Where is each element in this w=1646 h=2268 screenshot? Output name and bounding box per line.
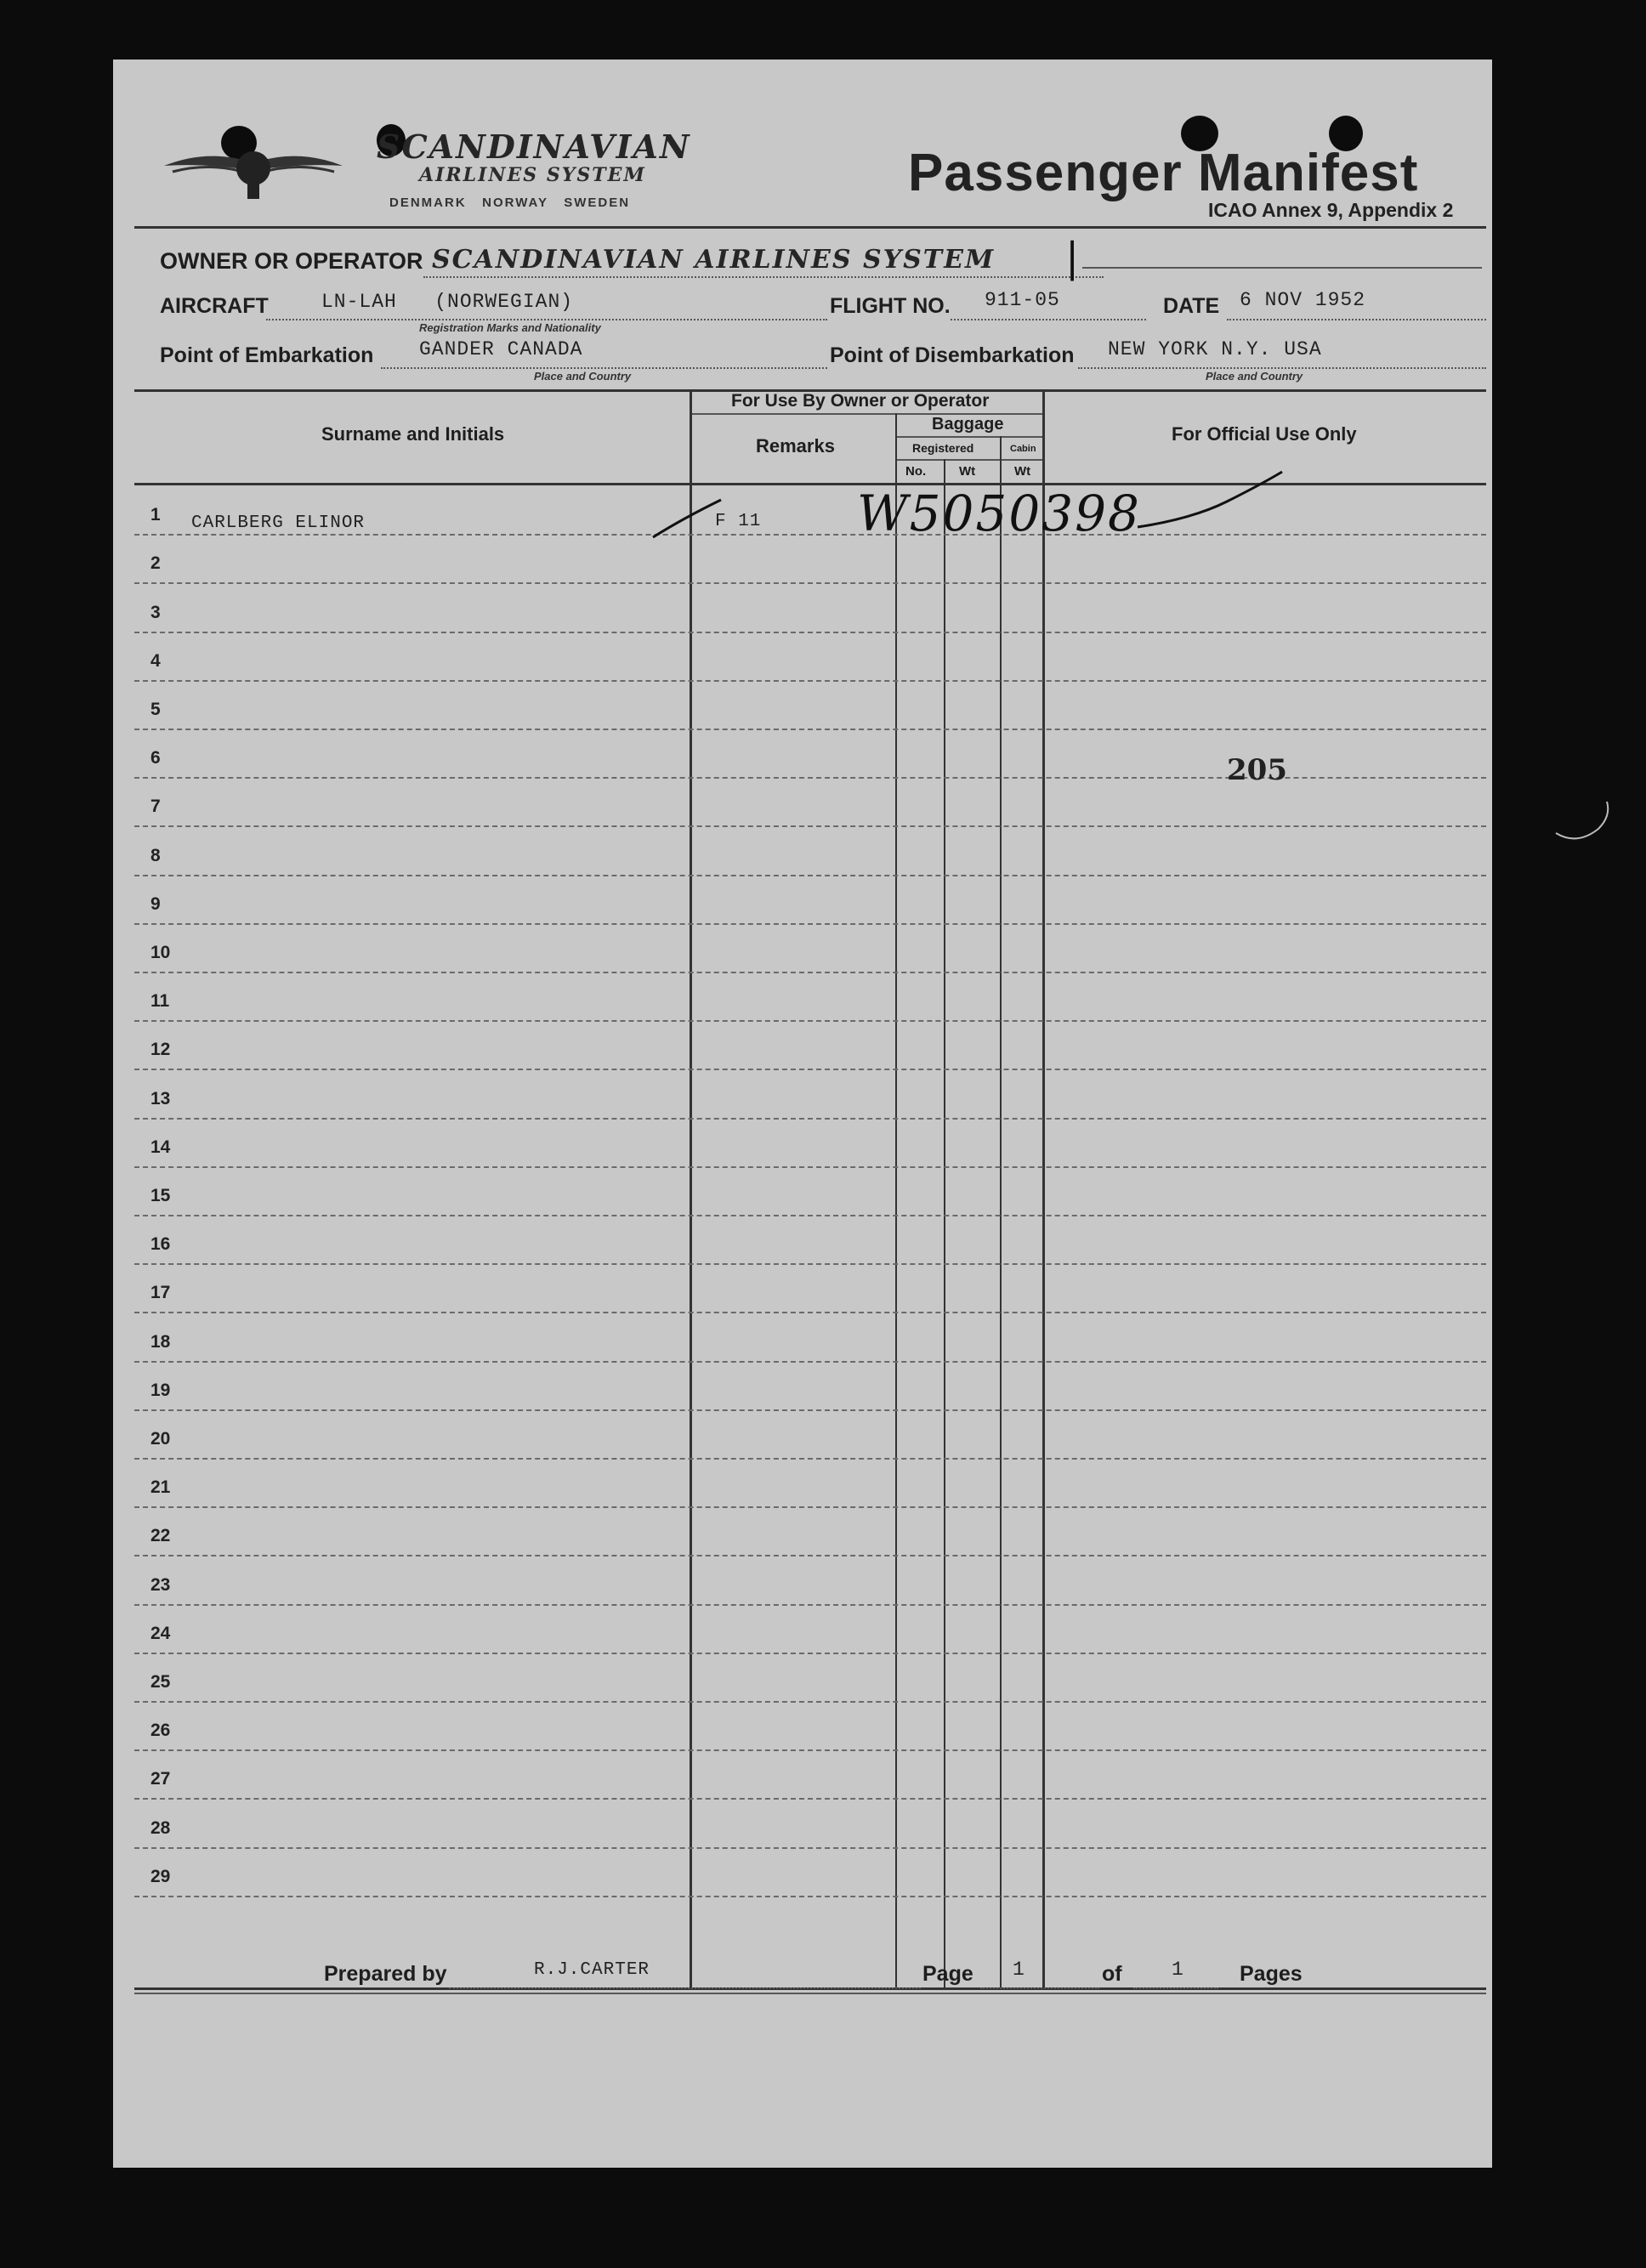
row-number: 7: [150, 797, 161, 817]
table-row: [134, 1847, 1486, 1849]
table-row: [134, 1215, 1486, 1216]
passenger-remarks: F 11: [715, 512, 762, 531]
airline-subtitle: AIRLINES SYSTEM: [419, 164, 646, 186]
row-number: 6: [150, 748, 161, 768]
table-row: [134, 680, 1486, 682]
disembark-value: NEW YORK N.Y. USA: [1108, 338, 1322, 360]
col-header-surname: Surname and Initials: [321, 423, 505, 445]
table-row: [134, 632, 1486, 633]
row-number: 11: [150, 991, 170, 1012]
prepared-label: Prepared by: [324, 1962, 447, 1986]
col-header-no: No.: [905, 464, 927, 479]
owner-label: OWNER OR OPERATOR: [160, 248, 423, 274]
table-row: [134, 1749, 1486, 1751]
row-number: 21: [150, 1477, 171, 1498]
form-reference: ICAO Annex 9, Appendix 2: [1208, 199, 1454, 221]
date-value: 6 NOV 1952: [1240, 289, 1366, 311]
passenger-name: CARLBERG ELINOR: [191, 513, 366, 533]
col-divider-remarks: [895, 413, 897, 1989]
row-number: 18: [150, 1331, 171, 1352]
prepared-value: R.J.CARTER: [534, 1960, 650, 1980]
table-row: [134, 1409, 1486, 1411]
col-header-owner-group: For Use By Owner or Operator: [731, 391, 990, 411]
row-number: 2: [150, 553, 161, 574]
page-label: Page: [922, 1962, 973, 1986]
aircraft-value: LN-LAH (NORWEGIAN): [321, 291, 574, 313]
embark-caption: Place and Country: [534, 370, 632, 383]
embark-value: GANDER CANADA: [419, 338, 583, 360]
date-label: DATE: [1163, 294, 1220, 318]
row-number: 28: [150, 1817, 171, 1838]
row-number: 5: [150, 700, 161, 719]
flight-line: [951, 319, 1146, 320]
col-header-remarks: Remarks: [756, 435, 835, 456]
official-number: 205: [1227, 753, 1287, 787]
table-row: [134, 825, 1486, 827]
col-divider-no: [944, 459, 945, 1989]
table-row: [134, 1604, 1486, 1606]
owner-value: SCANDINAVIAN AIRLINES SYSTEM: [432, 245, 996, 275]
disembark-label: Point of Disembarkation: [830, 343, 1075, 367]
row-number: 23: [150, 1574, 171, 1595]
row-number: 9: [150, 893, 161, 914]
row-number: 16: [150, 1234, 171, 1255]
table-bottom-rule-2: [134, 1993, 1486, 1994]
of-label: of: [1102, 1962, 1122, 1986]
header-rule: [134, 226, 1486, 229]
table-row: [134, 1263, 1486, 1265]
table-row: [134, 1798, 1486, 1800]
row-number: 13: [150, 1088, 171, 1108]
handwritten-number: W5050398: [857, 485, 1141, 542]
table-row: [134, 1166, 1486, 1168]
table-row: [134, 1069, 1486, 1070]
row-number: 15: [150, 1186, 171, 1205]
row-number: 24: [150, 1623, 171, 1643]
aircraft-line: [266, 319, 827, 320]
table-row: [134, 972, 1486, 973]
table-row: [134, 1458, 1486, 1460]
disembark-line: [1078, 367, 1486, 369]
airline-wings-logo-icon: [156, 128, 351, 204]
table-row: [134, 875, 1486, 876]
registered-rule: [897, 459, 1042, 461]
table-row: [134, 729, 1486, 730]
table-row: [134, 1312, 1486, 1313]
date-line: [1227, 319, 1486, 320]
table-row: [134, 1118, 1486, 1120]
row-number: 3: [150, 602, 161, 622]
flight-value: 911-05: [985, 289, 1060, 311]
row-number: 20: [150, 1429, 171, 1449]
flight-label: FLIGHT NO.: [830, 294, 951, 318]
row-number: 17: [150, 1283, 171, 1303]
of-line: [1133, 1987, 1218, 1989]
of-value: 1: [1172, 1959, 1184, 1981]
row-number: 1: [150, 505, 161, 525]
col-header-official: For Official Use Only: [1172, 423, 1357, 445]
table-row: [134, 1555, 1486, 1556]
prepared-line: [449, 1987, 921, 1989]
row-number: 10: [150, 943, 171, 962]
paper-clip-mark-icon: [1547, 795, 1624, 854]
col-divider-wt: [1000, 436, 1002, 1989]
row-number: 26: [150, 1721, 171, 1741]
embark-line: [381, 367, 827, 369]
baggage-rule: [897, 436, 1042, 438]
table-row: [134, 1506, 1486, 1508]
col-header-cabin: Cabin: [1010, 444, 1036, 454]
row-number: 27: [150, 1769, 171, 1789]
table-row: [134, 1701, 1486, 1703]
table-row: [134, 1653, 1486, 1654]
col-header-registered: Registered: [912, 441, 974, 455]
col-header-baggage: Baggage: [932, 415, 1004, 434]
manifest-sheet: [113, 60, 1492, 2168]
pages-label: Pages: [1240, 1962, 1303, 1986]
aircraft-label: AIRCRAFT: [160, 294, 269, 318]
row-number: 25: [150, 1672, 171, 1692]
airline-name: SCANDINAVIAN: [377, 128, 691, 166]
table-row: [134, 923, 1486, 925]
disembark-caption: Place and Country: [1206, 370, 1303, 383]
handwritten-flourish-icon: [1133, 468, 1286, 536]
table-row: [134, 1361, 1486, 1363]
row-number: 29: [150, 1866, 171, 1886]
page-value: 1: [1013, 1959, 1025, 1981]
row-number: 8: [150, 845, 161, 865]
row-number: 19: [150, 1380, 171, 1400]
owner-hand-mark: |: [1065, 234, 1080, 281]
row-number: 12: [150, 1040, 171, 1060]
owner-blank-line: [1082, 267, 1482, 269]
table-row: [134, 1020, 1486, 1022]
table-row: [134, 1896, 1486, 1897]
row-number: 22: [150, 1526, 171, 1546]
row-number: 4: [150, 650, 161, 671]
row-number: 14: [150, 1137, 171, 1157]
checkmark-icon: [649, 493, 725, 544]
airline-countries: DENMARK NORWAY SWEDEN: [389, 196, 631, 210]
embark-label: Point of Embarkation: [160, 343, 374, 367]
table-row: [134, 582, 1486, 584]
form-title: Passenger Manifest: [908, 144, 1419, 202]
aircraft-caption: Registration Marks and Nationality: [419, 321, 601, 334]
col-header-wt: Wt: [959, 464, 976, 479]
owner-line: [423, 276, 1104, 278]
col-header-cabin-wt: Wt: [1014, 464, 1031, 479]
page-line: [980, 1987, 1099, 1989]
